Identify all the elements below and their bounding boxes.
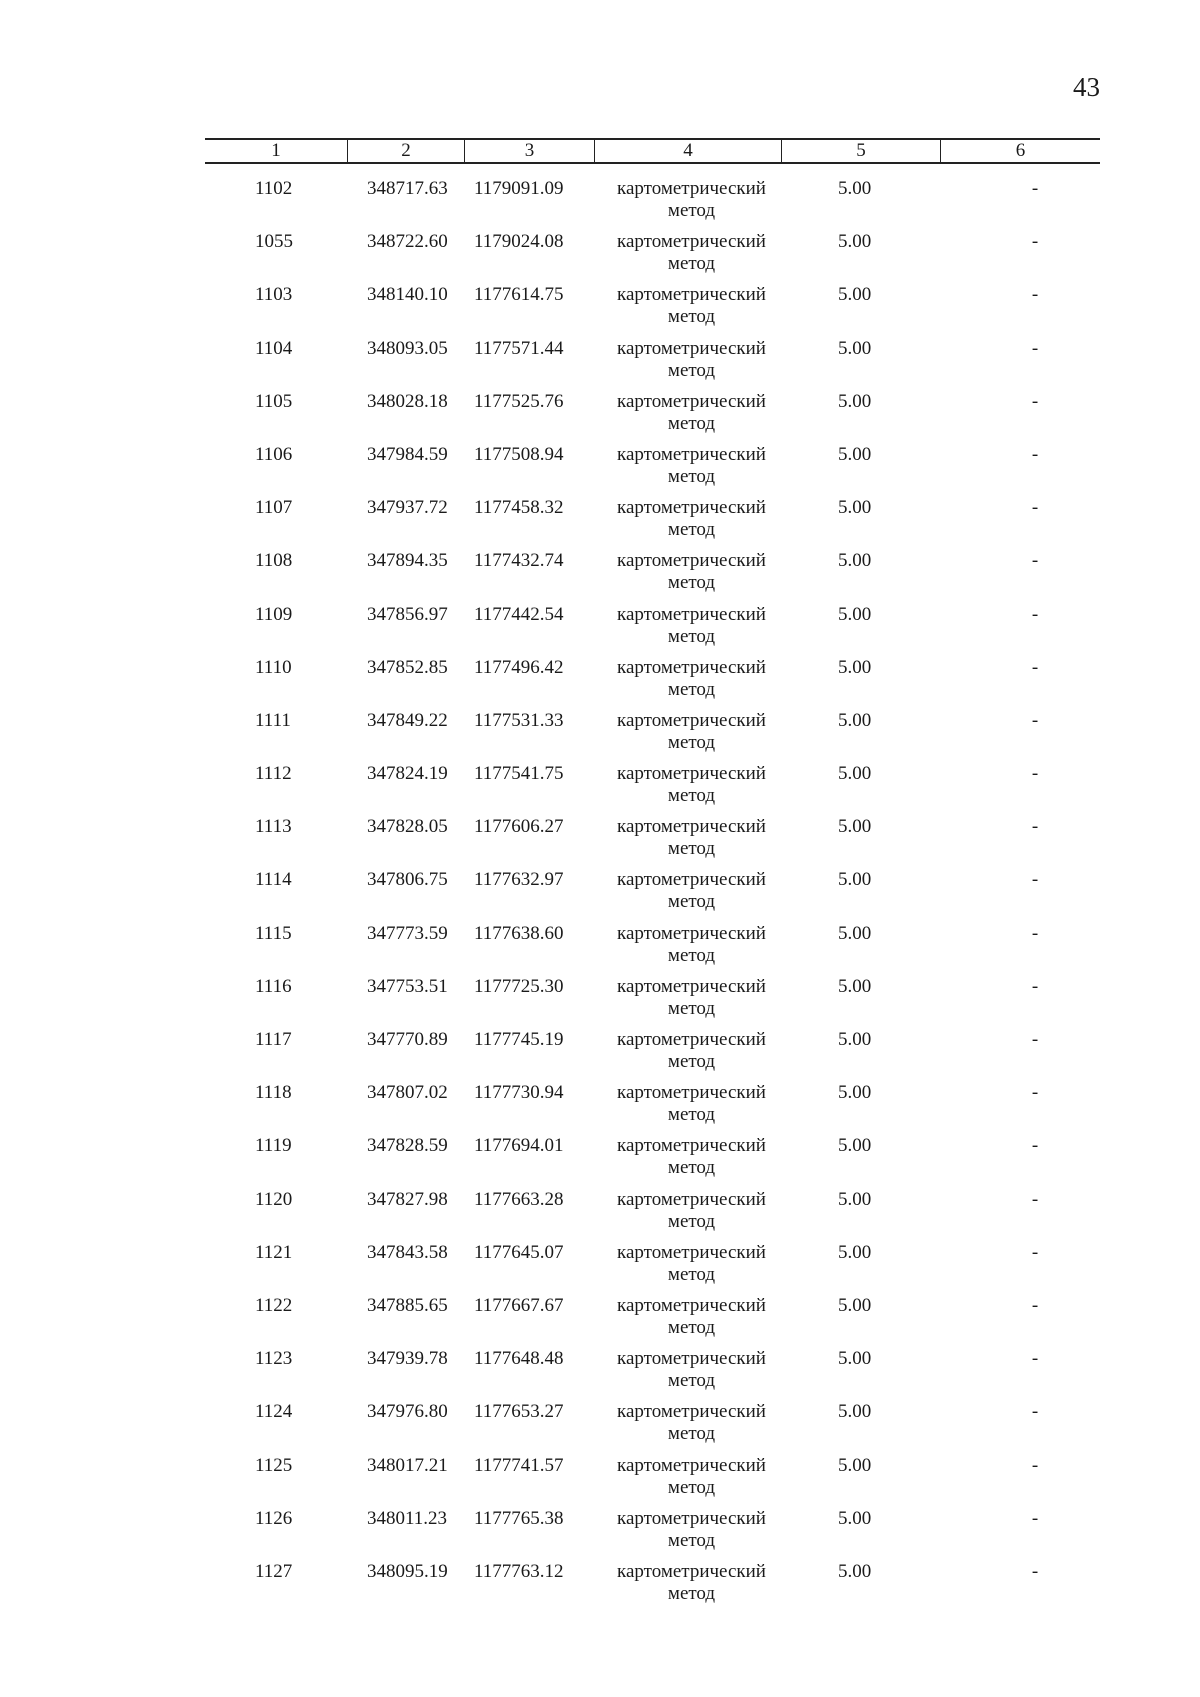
- method-line-2: метод: [667, 253, 716, 275]
- coordinate-y: 1177496.42: [474, 656, 564, 678]
- note-value: -: [1031, 1560, 1039, 1582]
- point-number: 1119: [255, 1135, 292, 1157]
- coordinate-y: 1177531.33: [474, 709, 564, 731]
- point-number: 1116: [255, 975, 292, 997]
- coordinate-y: 1177541.75: [474, 763, 564, 785]
- table-row: [205, 1455, 1100, 1508]
- table-row: [205, 231, 1100, 284]
- method-cell: [594, 604, 781, 657]
- coordinate-x: 347770.89: [367, 1029, 448, 1050]
- accuracy-value: 5.00: [838, 1348, 872, 1370]
- method-cell: [594, 444, 781, 497]
- method-line-1: картометрический: [617, 1401, 766, 1423]
- coordinate-x: 347824.19: [367, 763, 448, 785]
- accuracy-value: 5.00: [838, 1082, 872, 1104]
- accuracy-value: 5.00: [838, 443, 872, 465]
- note-value: -: [1031, 1507, 1039, 1529]
- coordinate-x: 348028.18: [367, 390, 448, 412]
- method-line-2: метод: [667, 625, 716, 647]
- accuracy-value: 5.00: [838, 390, 872, 412]
- table-header: [205, 138, 1100, 164]
- coordinate-x: 347773.59: [367, 922, 448, 944]
- accuracy-value: 5.00: [838, 1507, 872, 1529]
- table-row: [205, 657, 1100, 710]
- method-line-2: метод: [667, 572, 716, 594]
- method-line-2: метод: [667, 678, 716, 700]
- method-line-1: картометрический: [617, 443, 766, 465]
- coordinate-x: 347885.65: [367, 1294, 448, 1316]
- method-cell: [594, 338, 781, 391]
- note-value: -: [1031, 709, 1039, 731]
- accuracy-value: 5.00: [838, 1241, 872, 1263]
- header-col-6: 6: [940, 140, 1100, 162]
- note-value: -: [1031, 1029, 1039, 1050]
- point-number: 1103: [255, 284, 293, 306]
- table-row: [205, 1082, 1100, 1135]
- method-line-2: метод: [667, 997, 716, 1019]
- point-number: 1124: [255, 1401, 293, 1423]
- table-row: [205, 497, 1100, 550]
- method-line-2: метод: [667, 519, 716, 541]
- method-cell: [594, 1135, 781, 1188]
- accuracy-value: 5.00: [838, 1029, 872, 1050]
- point-number: 1125: [255, 1454, 293, 1476]
- method-cell: [594, 1508, 781, 1561]
- method-cell: [594, 923, 781, 976]
- coordinate-x: 348140.10: [367, 284, 448, 306]
- method-line-2: метод: [667, 412, 716, 434]
- coordinate-y: 1177525.76: [474, 390, 564, 412]
- method-line-1: картометрический: [617, 231, 766, 253]
- point-number: 1113: [255, 816, 292, 838]
- coordinate-x: 347849.22: [367, 709, 448, 731]
- coordinate-y: 1177458.32: [474, 497, 564, 519]
- note-value: -: [1031, 869, 1039, 891]
- note-value: -: [1031, 231, 1039, 253]
- method-line-2: метод: [667, 1423, 716, 1445]
- accuracy-value: 5.00: [838, 1135, 872, 1157]
- method-line-2: метод: [667, 838, 716, 860]
- point-number: 1102: [255, 178, 293, 199]
- note-value: -: [1031, 1135, 1039, 1157]
- table-row: [205, 923, 1100, 976]
- header-col-3: 3: [464, 140, 594, 162]
- method-cell: [594, 284, 781, 337]
- accuracy-value: 5.00: [838, 284, 872, 306]
- note-value: -: [1031, 337, 1039, 359]
- method-cell: [594, 976, 781, 1029]
- header-col-2: 2: [347, 140, 464, 162]
- coordinate-y: 1177667.67: [474, 1294, 564, 1316]
- note-value: -: [1031, 975, 1039, 997]
- accuracy-value: 5.00: [838, 497, 872, 519]
- method-line-1: картометрический: [617, 337, 766, 359]
- method-cell: [594, 391, 781, 444]
- coordinate-x: 347827.98: [367, 1188, 448, 1210]
- coordinate-x: 347939.78: [367, 1348, 448, 1370]
- point-number: 1105: [255, 390, 293, 412]
- coordinate-y: 1177694.01: [474, 1135, 564, 1157]
- method-line-1: картометрический: [617, 1188, 766, 1210]
- table-row: [205, 710, 1100, 763]
- method-cell: [594, 816, 781, 869]
- method-line-2: метод: [667, 944, 716, 966]
- point-number: 1115: [255, 922, 292, 944]
- note-value: -: [1031, 390, 1039, 412]
- point-number: 1106: [255, 443, 293, 465]
- accuracy-value: 5.00: [838, 1560, 872, 1582]
- accuracy-value: 5.00: [838, 816, 872, 838]
- coordinate-y: 1177638.60: [474, 922, 564, 944]
- accuracy-value: 5.00: [838, 178, 872, 199]
- method-line-2: метод: [667, 1529, 716, 1551]
- method-cell: [594, 710, 781, 763]
- point-number: 1121: [255, 1241, 293, 1263]
- accuracy-value: 5.00: [838, 922, 872, 944]
- method-line-1: картометрический: [617, 1135, 766, 1157]
- method-line-2: метод: [667, 359, 716, 381]
- coordinate-y: 1177725.30: [474, 975, 564, 997]
- note-value: -: [1031, 816, 1039, 838]
- note-value: -: [1031, 550, 1039, 572]
- method-cell: [594, 231, 781, 284]
- table-row: [205, 1135, 1100, 1188]
- note-value: -: [1031, 497, 1039, 519]
- point-number: 1108: [255, 550, 293, 572]
- method-cell: [594, 1295, 781, 1348]
- coordinate-x: 347843.58: [367, 1241, 448, 1263]
- method-cell: [594, 1401, 781, 1454]
- coordinate-x: 347828.59: [367, 1135, 448, 1157]
- coordinate-y: 1177653.27: [474, 1401, 564, 1423]
- coordinate-y: 1177765.38: [474, 1507, 564, 1529]
- accuracy-value: 5.00: [838, 975, 872, 997]
- table-row: [205, 763, 1100, 816]
- note-value: -: [1031, 1082, 1039, 1104]
- table-row: [205, 1029, 1100, 1082]
- method-cell: [594, 550, 781, 603]
- coordinate-x: 348093.05: [367, 337, 448, 359]
- coordinate-x: 347856.97: [367, 603, 448, 625]
- method-line-1: картометрический: [617, 550, 766, 572]
- coordinate-x: 348717.63: [367, 178, 448, 199]
- point-number: 1112: [255, 763, 292, 785]
- coordinate-x: 348017.21: [367, 1454, 448, 1476]
- method-line-2: метод: [667, 465, 716, 487]
- coordinate-y: 1177663.28: [474, 1188, 564, 1210]
- point-number: 1110: [255, 656, 292, 678]
- method-line-2: метод: [667, 1263, 716, 1285]
- method-line-1: картометрический: [617, 1294, 766, 1316]
- method-line-2: метод: [667, 1104, 716, 1126]
- accuracy-value: 5.00: [838, 231, 872, 253]
- point-number: 1118: [255, 1082, 292, 1104]
- method-line-2: метод: [667, 1157, 716, 1179]
- method-line-2: метод: [667, 1370, 716, 1392]
- accuracy-value: 5.00: [838, 337, 872, 359]
- coordinate-y: 1177763.12: [474, 1560, 564, 1582]
- method-line-1: картометрический: [617, 709, 766, 731]
- table-body: [205, 178, 1100, 1614]
- table-row: [205, 869, 1100, 922]
- point-number: 1120: [255, 1188, 293, 1210]
- note-value: -: [1031, 656, 1039, 678]
- method-line-1: картометрический: [617, 390, 766, 412]
- method-line-2: метод: [667, 306, 716, 328]
- table-row: [205, 178, 1100, 231]
- table-row: [205, 338, 1100, 391]
- table-row: [205, 604, 1100, 657]
- header-col-5: 5: [781, 140, 940, 162]
- table-row: [205, 391, 1100, 444]
- method-line-1: картометрический: [617, 922, 766, 944]
- note-value: -: [1031, 763, 1039, 785]
- method-cell: [594, 657, 781, 710]
- point-number: 1117: [255, 1029, 292, 1050]
- table-row: [205, 1401, 1100, 1454]
- table-row: [205, 976, 1100, 1029]
- coordinate-y: 1177571.44: [474, 337, 564, 359]
- method-cell: [594, 1561, 781, 1614]
- coordinate-x: 347937.72: [367, 497, 448, 519]
- method-line-1: картометрический: [617, 178, 766, 199]
- method-line-1: картометрический: [617, 1241, 766, 1263]
- table-row: [205, 1508, 1100, 1561]
- point-number: 1114: [255, 869, 292, 891]
- method-line-2: метод: [667, 200, 716, 221]
- coordinate-y: 1179024.08: [474, 231, 564, 253]
- accuracy-value: 5.00: [838, 763, 872, 785]
- method-line-2: метод: [667, 1582, 716, 1604]
- method-line-1: картометрический: [617, 1029, 766, 1050]
- table-row: [205, 284, 1100, 337]
- method-line-1: картометрический: [617, 656, 766, 678]
- coordinate-x: 347852.85: [367, 656, 448, 678]
- note-value: -: [1031, 1401, 1039, 1423]
- method-line-1: картометрический: [617, 1348, 766, 1370]
- coordinate-x: 348095.19: [367, 1560, 448, 1582]
- point-number: 1122: [255, 1294, 293, 1316]
- accuracy-value: 5.00: [838, 869, 872, 891]
- point-number: 1107: [255, 497, 293, 519]
- point-number: 1111: [255, 709, 291, 731]
- table-row: [205, 816, 1100, 869]
- method-line-1: картометрический: [617, 1507, 766, 1529]
- point-number: 1104: [255, 337, 293, 359]
- coordinate-x: 347753.51: [367, 975, 448, 997]
- header-col-4: 4: [594, 140, 781, 162]
- method-line-1: картометрический: [617, 284, 766, 306]
- method-cell: [594, 1242, 781, 1295]
- table-row: [205, 1348, 1100, 1401]
- method-cell: [594, 1082, 781, 1135]
- note-value: -: [1031, 284, 1039, 306]
- method-line-2: метод: [667, 731, 716, 753]
- accuracy-value: 5.00: [838, 1454, 872, 1476]
- method-line-1: картометрический: [617, 497, 766, 519]
- note-value: -: [1031, 603, 1039, 625]
- coordinate-y: 1177614.75: [474, 284, 564, 306]
- coordinate-x: 348011.23: [367, 1507, 448, 1529]
- method-cell: [594, 1455, 781, 1508]
- accuracy-value: 5.00: [838, 709, 872, 731]
- note-value: -: [1031, 1294, 1039, 1316]
- method-line-1: картометрический: [617, 763, 766, 785]
- method-line-2: метод: [667, 891, 716, 913]
- method-line-2: метод: [667, 1316, 716, 1338]
- table-row: [205, 1561, 1100, 1614]
- note-value: -: [1031, 1454, 1039, 1476]
- point-number: 1109: [255, 603, 293, 625]
- method-line-1: картометрический: [617, 1082, 766, 1104]
- accuracy-value: 5.00: [838, 1294, 872, 1316]
- method-cell: [594, 497, 781, 550]
- table-row: [205, 1295, 1100, 1348]
- table-row: [205, 444, 1100, 497]
- method-line-1: картометрический: [617, 603, 766, 625]
- note-value: -: [1031, 443, 1039, 465]
- coordinate-x: 347806.75: [367, 869, 448, 891]
- coordinate-x: 347828.05: [367, 816, 448, 838]
- method-line-1: картометрический: [617, 1454, 766, 1476]
- table-row: [205, 1242, 1100, 1295]
- method-cell: [594, 763, 781, 816]
- coordinate-x: 347984.59: [367, 443, 448, 465]
- table-row: [205, 1189, 1100, 1242]
- point-number: 1055: [255, 231, 293, 253]
- coordinate-y: 1179091.09: [474, 178, 564, 199]
- coordinate-y: 1177730.94: [474, 1082, 564, 1104]
- method-line-2: метод: [667, 1210, 716, 1232]
- method-line-1: картометрический: [617, 975, 766, 997]
- method-cell: [594, 1029, 781, 1082]
- method-cell: [594, 1348, 781, 1401]
- coordinate-x: 348722.60: [367, 231, 448, 253]
- coordinate-x: 347976.80: [367, 1401, 448, 1423]
- note-value: -: [1031, 1241, 1039, 1263]
- coordinate-y: 1177442.54: [474, 603, 564, 625]
- accuracy-value: 5.00: [838, 1401, 872, 1423]
- table-row: [205, 550, 1100, 603]
- method-line-1: картометрический: [617, 1560, 766, 1582]
- coordinate-x: 347894.35: [367, 550, 448, 572]
- method-cell: [594, 178, 781, 231]
- method-cell: [594, 869, 781, 922]
- note-value: -: [1031, 922, 1039, 944]
- coordinate-x: 347807.02: [367, 1082, 448, 1104]
- method-cell: [594, 1189, 781, 1242]
- method-line-2: метод: [667, 1051, 716, 1072]
- coordinate-y: 1177606.27: [474, 816, 564, 838]
- note-value: -: [1031, 1188, 1039, 1210]
- page-number: 43: [1073, 72, 1100, 102]
- method-line-1: картометрический: [617, 869, 766, 891]
- point-number: 1126: [255, 1507, 293, 1529]
- method-line-1: картометрический: [617, 816, 766, 838]
- coordinate-y: 1177648.48: [474, 1348, 564, 1370]
- method-line-2: метод: [667, 1476, 716, 1498]
- accuracy-value: 5.00: [838, 656, 872, 678]
- coordinate-y: 1177432.74: [474, 550, 564, 572]
- accuracy-value: 5.00: [838, 603, 872, 625]
- coordinate-y: 1177745.19: [474, 1029, 564, 1050]
- accuracy-value: 5.00: [838, 550, 872, 572]
- coordinate-y: 1177645.07: [474, 1241, 564, 1263]
- note-value: -: [1031, 1348, 1039, 1370]
- point-number: 1123: [255, 1348, 293, 1370]
- point-number: 1127: [255, 1560, 293, 1582]
- coordinate-y: 1177508.94: [474, 443, 564, 465]
- accuracy-value: 5.00: [838, 1188, 872, 1210]
- header-col-1: 1: [271, 140, 281, 161]
- note-value: -: [1031, 178, 1039, 199]
- method-line-2: метод: [667, 785, 716, 807]
- coordinate-y: 1177632.97: [474, 869, 564, 891]
- coordinate-y: 1177741.57: [474, 1454, 564, 1476]
